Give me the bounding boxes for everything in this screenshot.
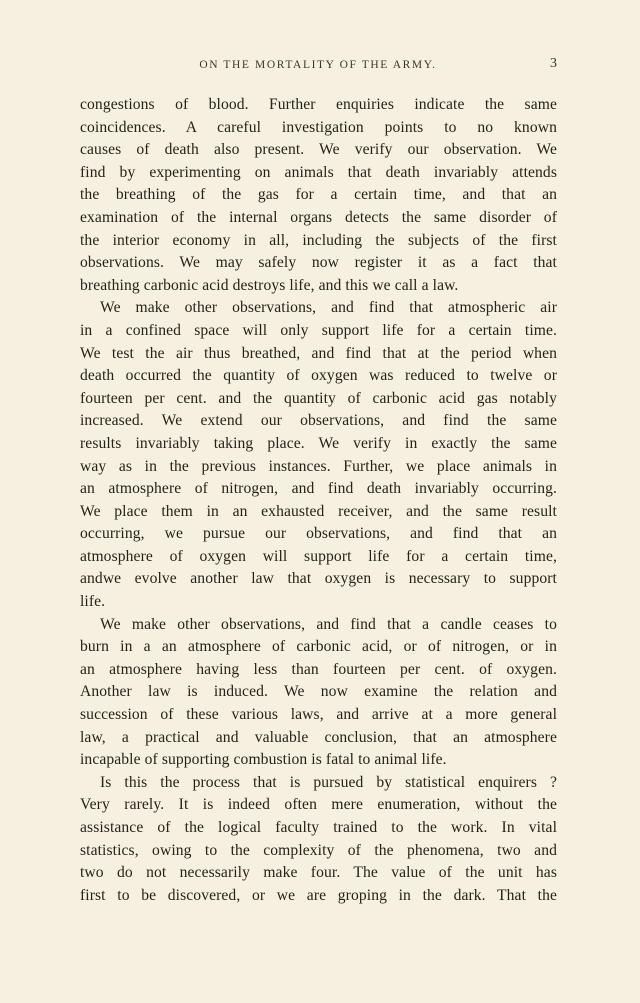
text-line: congestions of blood. Further enquiries indicate the same [80,96,557,113]
text-line: atmosphere of oxygen will support life for a certain time, [80,547,557,565]
text-line: results invariably taking place. We verify in exactly the same [80,434,557,452]
text-line: We make other observations, and find that a candle ceases to [100,615,557,633]
text-line: life. [80,593,106,611]
page-number: 3 [550,56,557,71]
text-line: causes of death also present. We verify our observation. We [80,141,557,159]
text-line: statistics, owing to the complexity of the phenomena, two and [80,841,557,859]
text-line: We test the air thus breathed, and find that at the period when [80,344,557,362]
paragraph [80,614,557,772]
text-line: an atmosphere of nitrogen, and find death invariably occurring. [80,480,557,498]
text-line: assistance of the logical faculty trained to the work. In vital [80,819,557,836]
text-line: the breathing of the gas for a certain time, and that an [80,186,557,204]
running-title: ON THE MORTALITY OF THE ARMY. [199,59,437,71]
text-line: two do not necessarily make four. The value of the unit has [80,864,557,882]
text-line: breathing carbonic acid destroys life, and this we call a law. [80,276,459,294]
paragraph [80,772,557,908]
text-line: an atmosphere having less than fourteen per cent. of oxygen. [80,660,557,678]
text-line: incapable of supporting combustion is fatal to animal life. [80,751,447,769]
text-line: Very rarely. It is indeed often mere enumeration, without the [80,796,557,814]
text-line: We place them in an exhausted receiver, and the same result [80,502,557,520]
text-line: occurring, we pursue our observations, and find that an [80,525,557,543]
paragraph [80,94,557,297]
text-line: increased. We extend our observations, and find the same [80,412,557,430]
text-line: the interior economy in all, including the subjects of the first [80,231,557,249]
text-line: examination of the internal organs detects the same disorder of [80,208,557,226]
text-line: andwe evolve another law that oxygen is necessary to support [80,570,557,588]
text-line: way as in the previous instances. Further, we place animals in [80,457,557,475]
text-line: Is this the process that is pursued by statistical enquirers ? [100,773,557,791]
text-line: We make other observations, and find that atmospheric air [100,299,557,317]
running-head [79,56,557,79]
text-line: find by experimenting on animals that death invariably attends [80,163,557,181]
text-line: coincidences. A careful investigation points to no known [80,118,557,136]
paragraph [80,297,557,613]
text-line: fourteen per cent. and the quantity of carbonic acid gas notably [80,389,557,407]
body-text [80,94,557,907]
text-line: death occurred the quantity of oxygen was reduced to twelve or [80,367,557,385]
text-line: law, a practical and valuable conclusion, that an atmosphere [80,728,557,746]
text-line: succession of these various laws, and arrive at a more general [80,706,557,724]
text-line: observations. We may safely now register it as a fact that [80,254,557,272]
text-line: in a confined space will only support life for a certain time. [80,321,557,339]
text-line: burn in a an atmosphere of carbonic acid, or of nitrogen, or in [80,638,557,656]
text-line: first to be discovered, or we are groping in the dark. That the [80,886,557,904]
text-line: Another law is induced. We now examine the relation and [80,683,557,701]
